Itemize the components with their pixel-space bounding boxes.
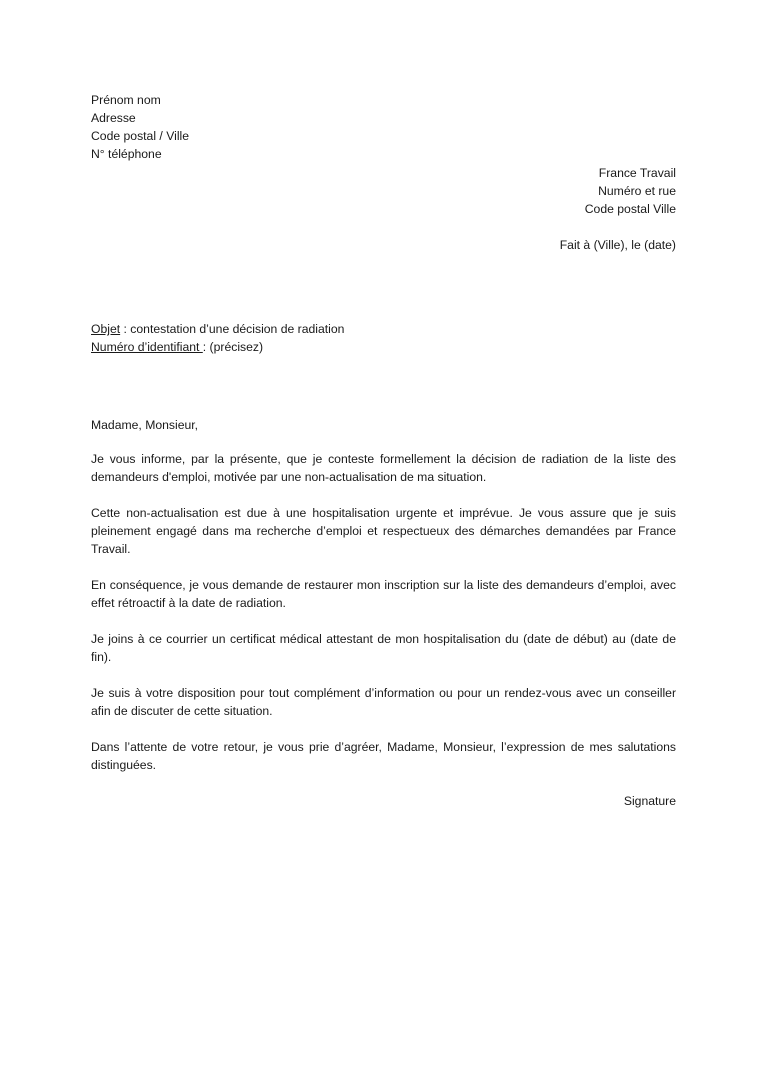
paragraph-request: En conséquence, je vous demande de restaurer mon inscription sur la liste des demandeurs d’emploi, avec effet rétroactif à la date de radiation. bbox=[91, 578, 676, 610]
paragraph-availability: Je suis à votre disposition pour tout complément d’information ou pour un rendez-vous avec un conseiller afin de discuter de cette situation. bbox=[91, 686, 676, 718]
salutation: Madame, Monsieur, bbox=[91, 418, 199, 432]
subject-object-text: : contestation d’une décision de radiation bbox=[120, 322, 345, 336]
recipient-name: France Travail bbox=[598, 166, 676, 180]
paragraph-certificate: Je joins à ce courrier un certificat médical attestant de mon hospitalisation du (date de début) au (date de fin). bbox=[91, 632, 676, 664]
recipient-block bbox=[585, 164, 676, 218]
recipient-postal-city: Code postal Ville bbox=[584, 202, 676, 216]
paragraph-hospitalisation: Cette non-actualisation est due à une hospitalisation urgente et imprévue. Je vous assure que je suis pleinement engagé dans ma recherche d’emploi et respectueux des démarches demandées par France Travail. bbox=[91, 506, 676, 556]
place-date: Fait à (Ville), le (date) bbox=[559, 238, 676, 252]
sender-block bbox=[91, 91, 189, 163]
subject-object-line bbox=[91, 320, 344, 338]
signature: Signature bbox=[623, 794, 676, 808]
paragraph-closing: Dans l’attente de votre retour, je vous prie d’agréer, Madame, Monsieur, l’expression de mes salutations distinguées. bbox=[91, 740, 676, 772]
subject-block bbox=[91, 320, 344, 356]
subject-id-text: : (précisez) bbox=[202, 340, 264, 354]
subject-id-label: Numéro d’identifiant bbox=[91, 340, 203, 354]
sender-name: Prénom nom bbox=[91, 93, 161, 107]
recipient-street: Numéro et rue bbox=[598, 184, 676, 198]
sender-postal-city: Code postal / Ville bbox=[91, 129, 190, 143]
paragraph-contest: Je vous informe, par la présente, que je conteste formellement la décision de radiation de la liste des demandeurs d'emploi, motivée par une non-actualisation de ma situation. bbox=[91, 452, 676, 484]
sender-address: Adresse bbox=[91, 111, 136, 125]
subject-object-label: Objet bbox=[91, 322, 121, 336]
sender-phone: N° téléphone bbox=[91, 147, 162, 161]
letter-body bbox=[91, 416, 676, 774]
subject-id-line bbox=[91, 338, 344, 356]
